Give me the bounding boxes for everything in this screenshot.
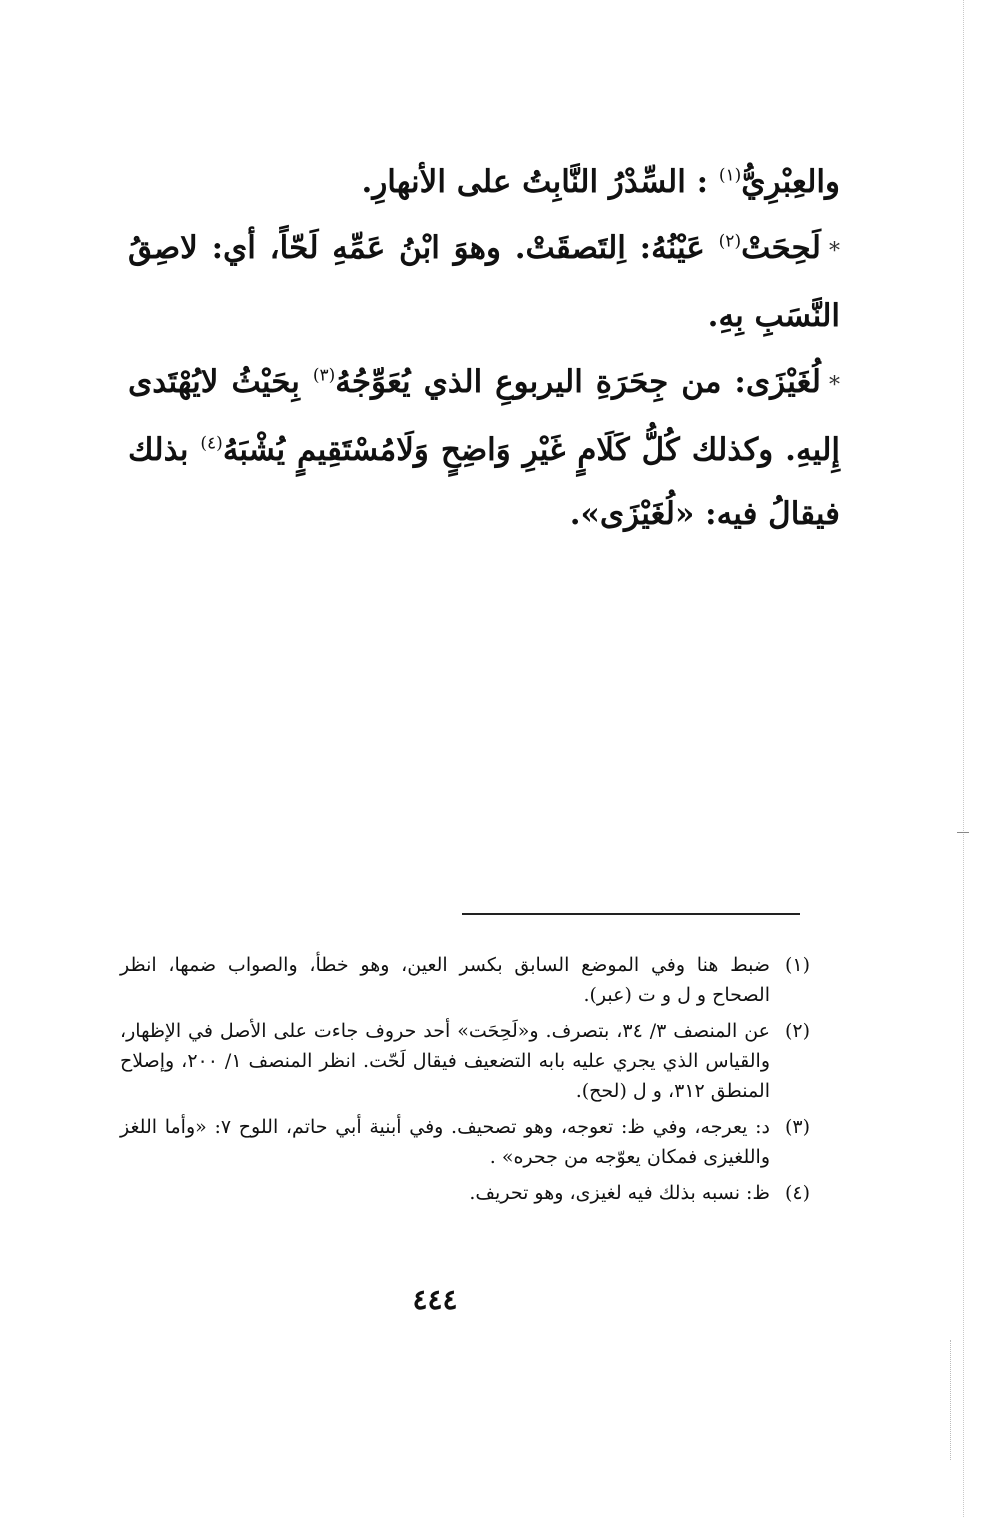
entry-paragraph-2: [128, 216, 840, 348]
footnote-number: (٣): [784, 1116, 810, 1138]
page-number: ٤٤٤: [412, 1283, 458, 1316]
footnote-text: عن المنصف ٣/ ٣٤، بتصرف. و«لَحِحَت» أحد حروف جاءت على الأصل في الإظهار، والقياس الذي يجري عليه بابه التضعيف فيقال لَحّت. انظر المنصف ١/ ٢٠٠، وإصلاح المنطق ٣١٢، و ل (لحح).: [120, 1020, 770, 1102]
scan-edge-line-lower: [950, 1340, 952, 1460]
footnote-item: [120, 1112, 810, 1172]
footnote-text: د: يعرجه، وفي ظ: تعوجه، وهو تصحيف. وفي أبنية أبي حاتم، اللوح ٧: «وأما اللغز واللغيزى فمكان يعوّجه من جحره» .: [120, 1116, 770, 1168]
footnote-ref-4: (٤): [200, 433, 223, 454]
footnote-number: (٤): [784, 1182, 810, 1204]
entry-text: : السِّدْرُ النَّابِتُ على الأنهارِ.: [361, 164, 719, 200]
entry-star-marker: *: [829, 239, 840, 264]
footnote-item: [120, 1016, 810, 1106]
entry-paragraph-3: [128, 350, 840, 546]
entry-text: عَيْنُهُ: اِلتَصقَتْ. وهوَ ابْنُ عَمِّهِ لَحّاً، أي: لاصِقُ النَّسَبِ بِهِ.: [128, 230, 840, 334]
entry-text: بذلك فيقالُ فيه: «لُغَيْزَى».: [128, 432, 840, 532]
main-text: [128, 150, 840, 548]
footnotes: [120, 950, 810, 1214]
scan-edge-tick: [957, 832, 969, 833]
entry-lead: والعِبْرِيُّ: [741, 164, 840, 200]
footnote-ref-3: (٣): [312, 365, 336, 386]
footnote-text: ظ: نسبه بذلك فيه لغيزى، وهو تحريف.: [469, 1182, 770, 1204]
entry-headword: لَحِحَتْ: [741, 230, 821, 266]
footnote-number: (١): [784, 954, 810, 976]
entry-star-marker: *: [829, 373, 840, 398]
footnote-separator: [462, 913, 800, 915]
footnote-number: (٢): [784, 1020, 810, 1042]
footnote-text: ضبط هنا وفي الموضع السابق بكسر العين، وهو خطأ، والصواب ضمها، انظر الصحاح و ل و ت (عبر).: [120, 954, 770, 1006]
entry-paragraph-1: [128, 150, 840, 214]
footnote-ref-2: (٢): [718, 231, 742, 252]
footnote-item: [120, 1178, 810, 1208]
entry-text: لُغَيْزَى: من جِحَرَةِ اليربوعِ الذي يُعَوِّجُهُ: [335, 364, 821, 400]
footnote-item: [120, 950, 810, 1010]
scan-edge-line: [963, 0, 965, 1517]
entry-text: بِحَيْثُ لايُهْتَدى إِليهِ. وكذلك كُلُّ كَلَامٍ غَيْرِ وَاضِحٍ وَلَامُسْتَقِيمٍ يُشْبَهُ: [128, 364, 841, 468]
footnote-ref-1: (١): [718, 165, 742, 186]
